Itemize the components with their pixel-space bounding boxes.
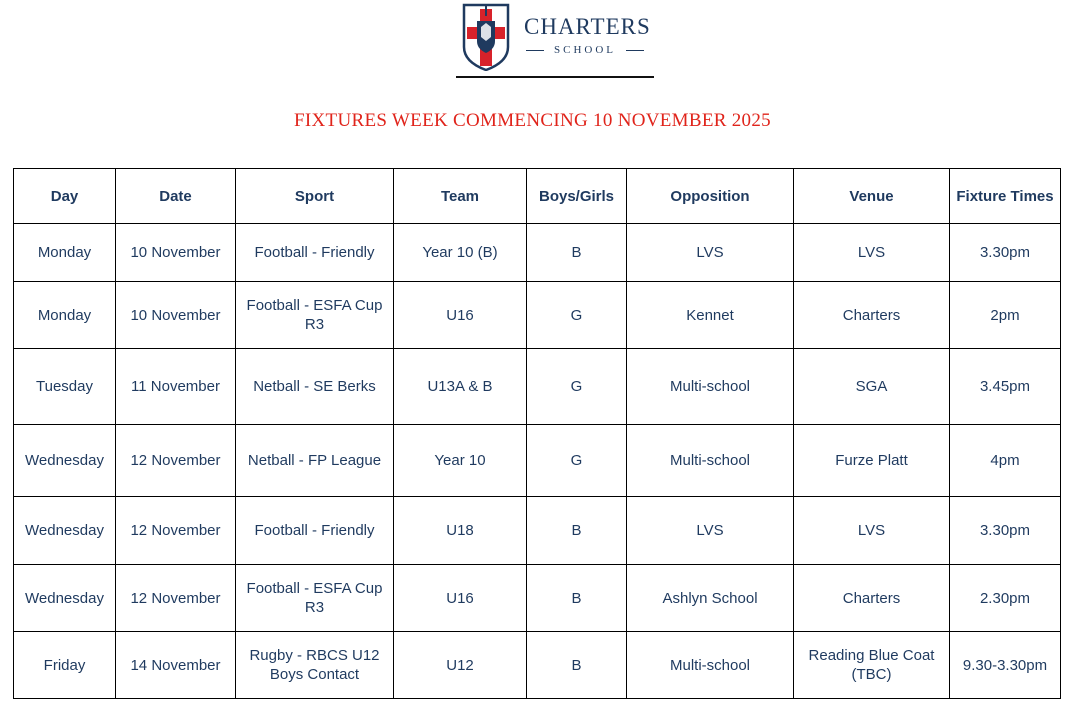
fixtures-table	[13, 168, 1061, 699]
table-header-row	[14, 169, 1061, 224]
cell-time: 3.45pm	[950, 349, 1061, 425]
cell-venue: Reading Blue Coat (TBC)	[794, 632, 950, 699]
cell-venue: Charters	[794, 282, 950, 349]
table-row	[14, 224, 1061, 282]
cell-date: 12 November	[116, 565, 236, 632]
school-subtitle-row	[526, 44, 644, 56]
table-row	[14, 282, 1061, 349]
cell-opposition: Multi-school	[627, 632, 794, 699]
cell-venue: Charters	[794, 565, 950, 632]
column-header-date: Date	[116, 169, 236, 224]
header-divider	[456, 76, 654, 78]
cell-team: U18	[394, 497, 527, 565]
charters-crest-icon	[461, 3, 511, 71]
cell-day: Wednesday	[14, 565, 116, 632]
cell-sport: Netball - SE Berks	[236, 349, 394, 425]
table-row	[14, 497, 1061, 565]
cell-sport: Netball - FP League	[236, 425, 394, 497]
page-title: FIXTURES WEEK COMMENCING 10 NOVEMBER 2025	[294, 110, 771, 131]
cell-sport: Rugby - RBCS U12 Boys Contact	[236, 632, 394, 699]
column-header-opposition: Opposition	[627, 169, 794, 224]
table-row	[14, 425, 1061, 497]
cell-opposition: LVS	[627, 497, 794, 565]
cell-gender: B	[527, 632, 627, 699]
cell-date: 14 November	[116, 632, 236, 699]
column-header-day: Day	[14, 169, 116, 224]
cell-date: 11 November	[116, 349, 236, 425]
cell-opposition: LVS	[627, 224, 794, 282]
cell-opposition: Multi-school	[627, 349, 794, 425]
column-header-boys-girls: Boys/Girls	[527, 169, 627, 224]
cell-team: Year 10	[394, 425, 527, 497]
cell-sport: Football - ESFA Cup R3	[236, 282, 394, 349]
cell-gender: B	[527, 497, 627, 565]
column-header-venue: Venue	[794, 169, 950, 224]
cell-time: 9.30-3.30pm	[950, 632, 1061, 699]
table-row	[14, 632, 1061, 699]
cell-opposition: Multi-school	[627, 425, 794, 497]
cell-sport: Football - Friendly	[236, 224, 394, 282]
cell-team: Year 10 (B)	[394, 224, 527, 282]
column-header-sport: Sport	[236, 169, 394, 224]
cell-sport: Football - ESFA Cup R3	[236, 565, 394, 632]
cell-team: U16	[394, 565, 527, 632]
cell-team: U12	[394, 632, 527, 699]
school-header	[456, 0, 654, 80]
cell-day: Wednesday	[14, 425, 116, 497]
cell-team: U13A & B	[394, 349, 527, 425]
cell-sport: Football - Friendly	[236, 497, 394, 565]
column-header-team: Team	[394, 169, 527, 224]
cell-day: Monday	[14, 224, 116, 282]
cell-opposition: Ashlyn School	[627, 565, 794, 632]
cell-time: 2pm	[950, 282, 1061, 349]
cell-day: Tuesday	[14, 349, 116, 425]
cell-team: U16	[394, 282, 527, 349]
cell-date: 10 November	[116, 224, 236, 282]
cell-date: 12 November	[116, 497, 236, 565]
school-subtitle: SCHOOL	[553, 44, 616, 56]
cell-gender: G	[527, 425, 627, 497]
table-row	[14, 565, 1061, 632]
cell-venue: Furze Platt	[794, 425, 950, 497]
cell-day: Monday	[14, 282, 116, 349]
cell-time: 4pm	[950, 425, 1061, 497]
table-row	[14, 349, 1061, 425]
cell-venue: SGA	[794, 349, 950, 425]
cell-date: 12 November	[116, 425, 236, 497]
cell-gender: G	[527, 282, 627, 349]
cell-day: Wednesday	[14, 497, 116, 565]
subtitle-right-dash	[626, 50, 644, 51]
cell-time: 3.30pm	[950, 497, 1061, 565]
cell-date: 10 November	[116, 282, 236, 349]
subtitle-left-dash	[526, 50, 544, 51]
column-header-fixture-times: Fixture Times	[950, 169, 1061, 224]
cell-gender: B	[527, 224, 627, 282]
cell-time: 3.30pm	[950, 224, 1061, 282]
cell-venue: LVS	[794, 497, 950, 565]
cell-day: Friday	[14, 632, 116, 699]
cell-gender: G	[527, 349, 627, 425]
school-name: CHARTERS	[524, 14, 651, 39]
cell-venue: LVS	[794, 224, 950, 282]
cell-gender: B	[527, 565, 627, 632]
cell-time: 2.30pm	[950, 565, 1061, 632]
cell-opposition: Kennet	[627, 282, 794, 349]
